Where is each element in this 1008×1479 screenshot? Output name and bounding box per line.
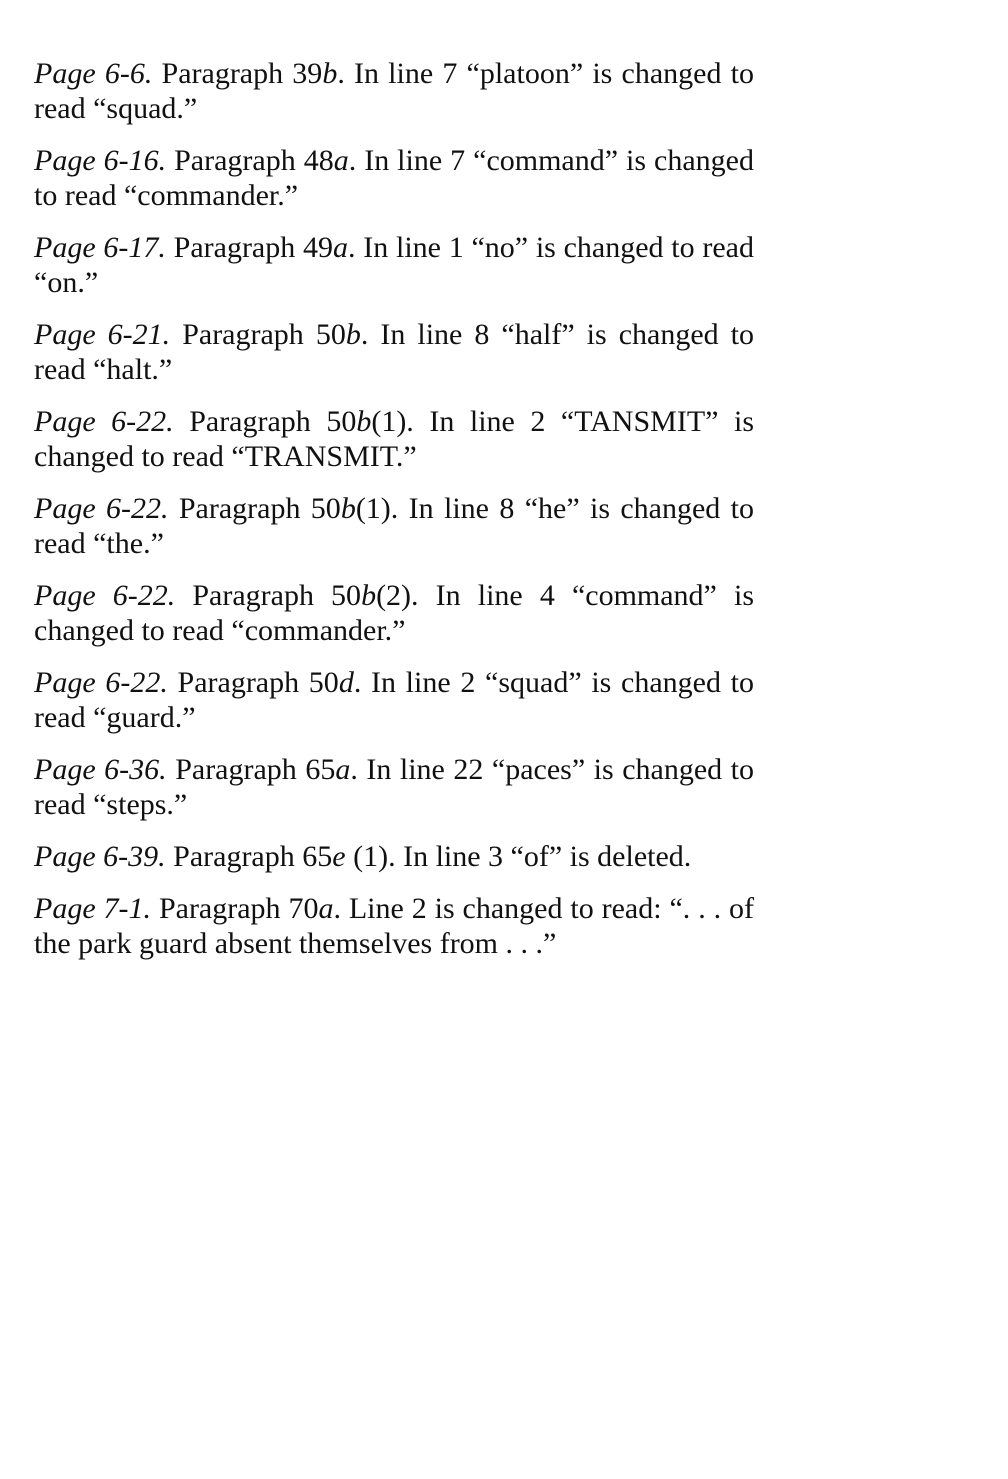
paragraph-tail: . xyxy=(337,57,345,90)
page-reference: Page 6-36. xyxy=(34,753,167,786)
page-reference: Page 6-16. xyxy=(34,144,167,177)
page-reference: Page 6-22. xyxy=(34,579,176,612)
page-reference: Page 6-22. xyxy=(34,666,168,699)
page-reference: Page 6-21. xyxy=(34,318,171,351)
change-text: In line 2 “squad” is changed to read “guard.” xyxy=(34,666,754,734)
change-entry xyxy=(34,491,754,561)
paragraph-label: Paragraph 70 xyxy=(158,892,319,925)
change-entry xyxy=(34,230,754,300)
paragraph-tail: (2). xyxy=(376,579,419,612)
change-text: In line 7 “platoon” is changed to read “squad.” xyxy=(34,57,754,125)
paragraph-suffix: b xyxy=(322,57,338,90)
page-reference: Page 6-39. xyxy=(34,840,166,873)
paragraph-suffix: b xyxy=(345,318,361,351)
paragraph-label: Paragraph 49 xyxy=(173,231,333,264)
paragraph-suffix: a xyxy=(318,892,334,925)
change-entry xyxy=(34,578,754,648)
paragraph-label: Paragraph 48 xyxy=(174,144,334,177)
paragraph-suffix: d xyxy=(338,666,354,699)
change-text: In line 4 “command” is changed to read “commander.” xyxy=(34,579,754,647)
page-reference: Page 6-17. xyxy=(34,231,166,264)
paragraph-label: Paragraph 50 xyxy=(192,579,362,612)
change-entry xyxy=(34,752,754,822)
change-entry xyxy=(34,839,754,874)
paragraph-tail: . xyxy=(350,753,358,786)
change-text: In line 1 “no” is changed to read “on.” xyxy=(34,231,754,299)
change-entry xyxy=(34,143,754,213)
paragraph-suffix: b xyxy=(340,492,356,525)
change-text: In line 8 “half” is changed to read “halt.” xyxy=(34,318,755,386)
change-entry xyxy=(34,891,754,961)
paragraph-label: Paragraph 39 xyxy=(161,57,323,90)
change-entry xyxy=(34,404,754,474)
change-entry xyxy=(34,56,754,126)
paragraph-suffix: a xyxy=(335,753,351,786)
paragraph-label: Paragraph 50 xyxy=(177,666,339,699)
change-entry xyxy=(34,665,754,735)
paragraph-tail: (1). xyxy=(371,405,414,438)
paragraph-tail: . xyxy=(360,318,369,351)
change-text: In line 22 “paces” is changed to read “steps.” xyxy=(34,753,754,821)
paragraph-tail: (1). xyxy=(355,492,399,525)
paragraph-label: Paragraph 50 xyxy=(189,405,357,438)
paragraph-suffix: a xyxy=(333,144,349,177)
page-reference: Page 6-22. xyxy=(34,492,169,525)
paragraph-tail: . xyxy=(348,231,356,264)
paragraph-label: Paragraph 50 xyxy=(178,492,341,525)
paragraph-suffix: e xyxy=(332,840,346,873)
paragraph-tail: . xyxy=(348,144,357,177)
paragraph-tail: (1). xyxy=(345,840,396,873)
change-text: In line 2 “TANSMIT” is changed to read “TRANSMIT.” xyxy=(34,405,754,473)
changes-list xyxy=(34,56,754,978)
paragraph-suffix: b xyxy=(361,579,377,612)
change-text: Line 2 is changed to read: “. . . of the park guard absent themselves from . . .” xyxy=(34,892,754,960)
page-reference: Page 6-6. xyxy=(34,57,153,90)
change-entry xyxy=(34,317,754,387)
paragraph-suffix: a xyxy=(333,231,348,264)
change-text: In line 7 “command” is changed to read “commander.” xyxy=(34,144,754,212)
change-text: In line 3 “of” is deleted. xyxy=(403,840,692,873)
paragraph-label: Paragraph 65 xyxy=(175,753,336,786)
paragraph-tail: . xyxy=(353,666,362,699)
paragraph-tail: . xyxy=(333,892,341,925)
page-reference: Page 6-22. xyxy=(34,405,174,438)
change-text: In line 8 “he” is changed to read “the.” xyxy=(34,492,754,560)
page-reference: Page 7-1. xyxy=(34,892,152,925)
paragraph-label: Paragraph 65 xyxy=(173,840,333,873)
paragraph-label: Paragraph 50 xyxy=(182,318,346,351)
paragraph-suffix: b xyxy=(356,405,372,438)
